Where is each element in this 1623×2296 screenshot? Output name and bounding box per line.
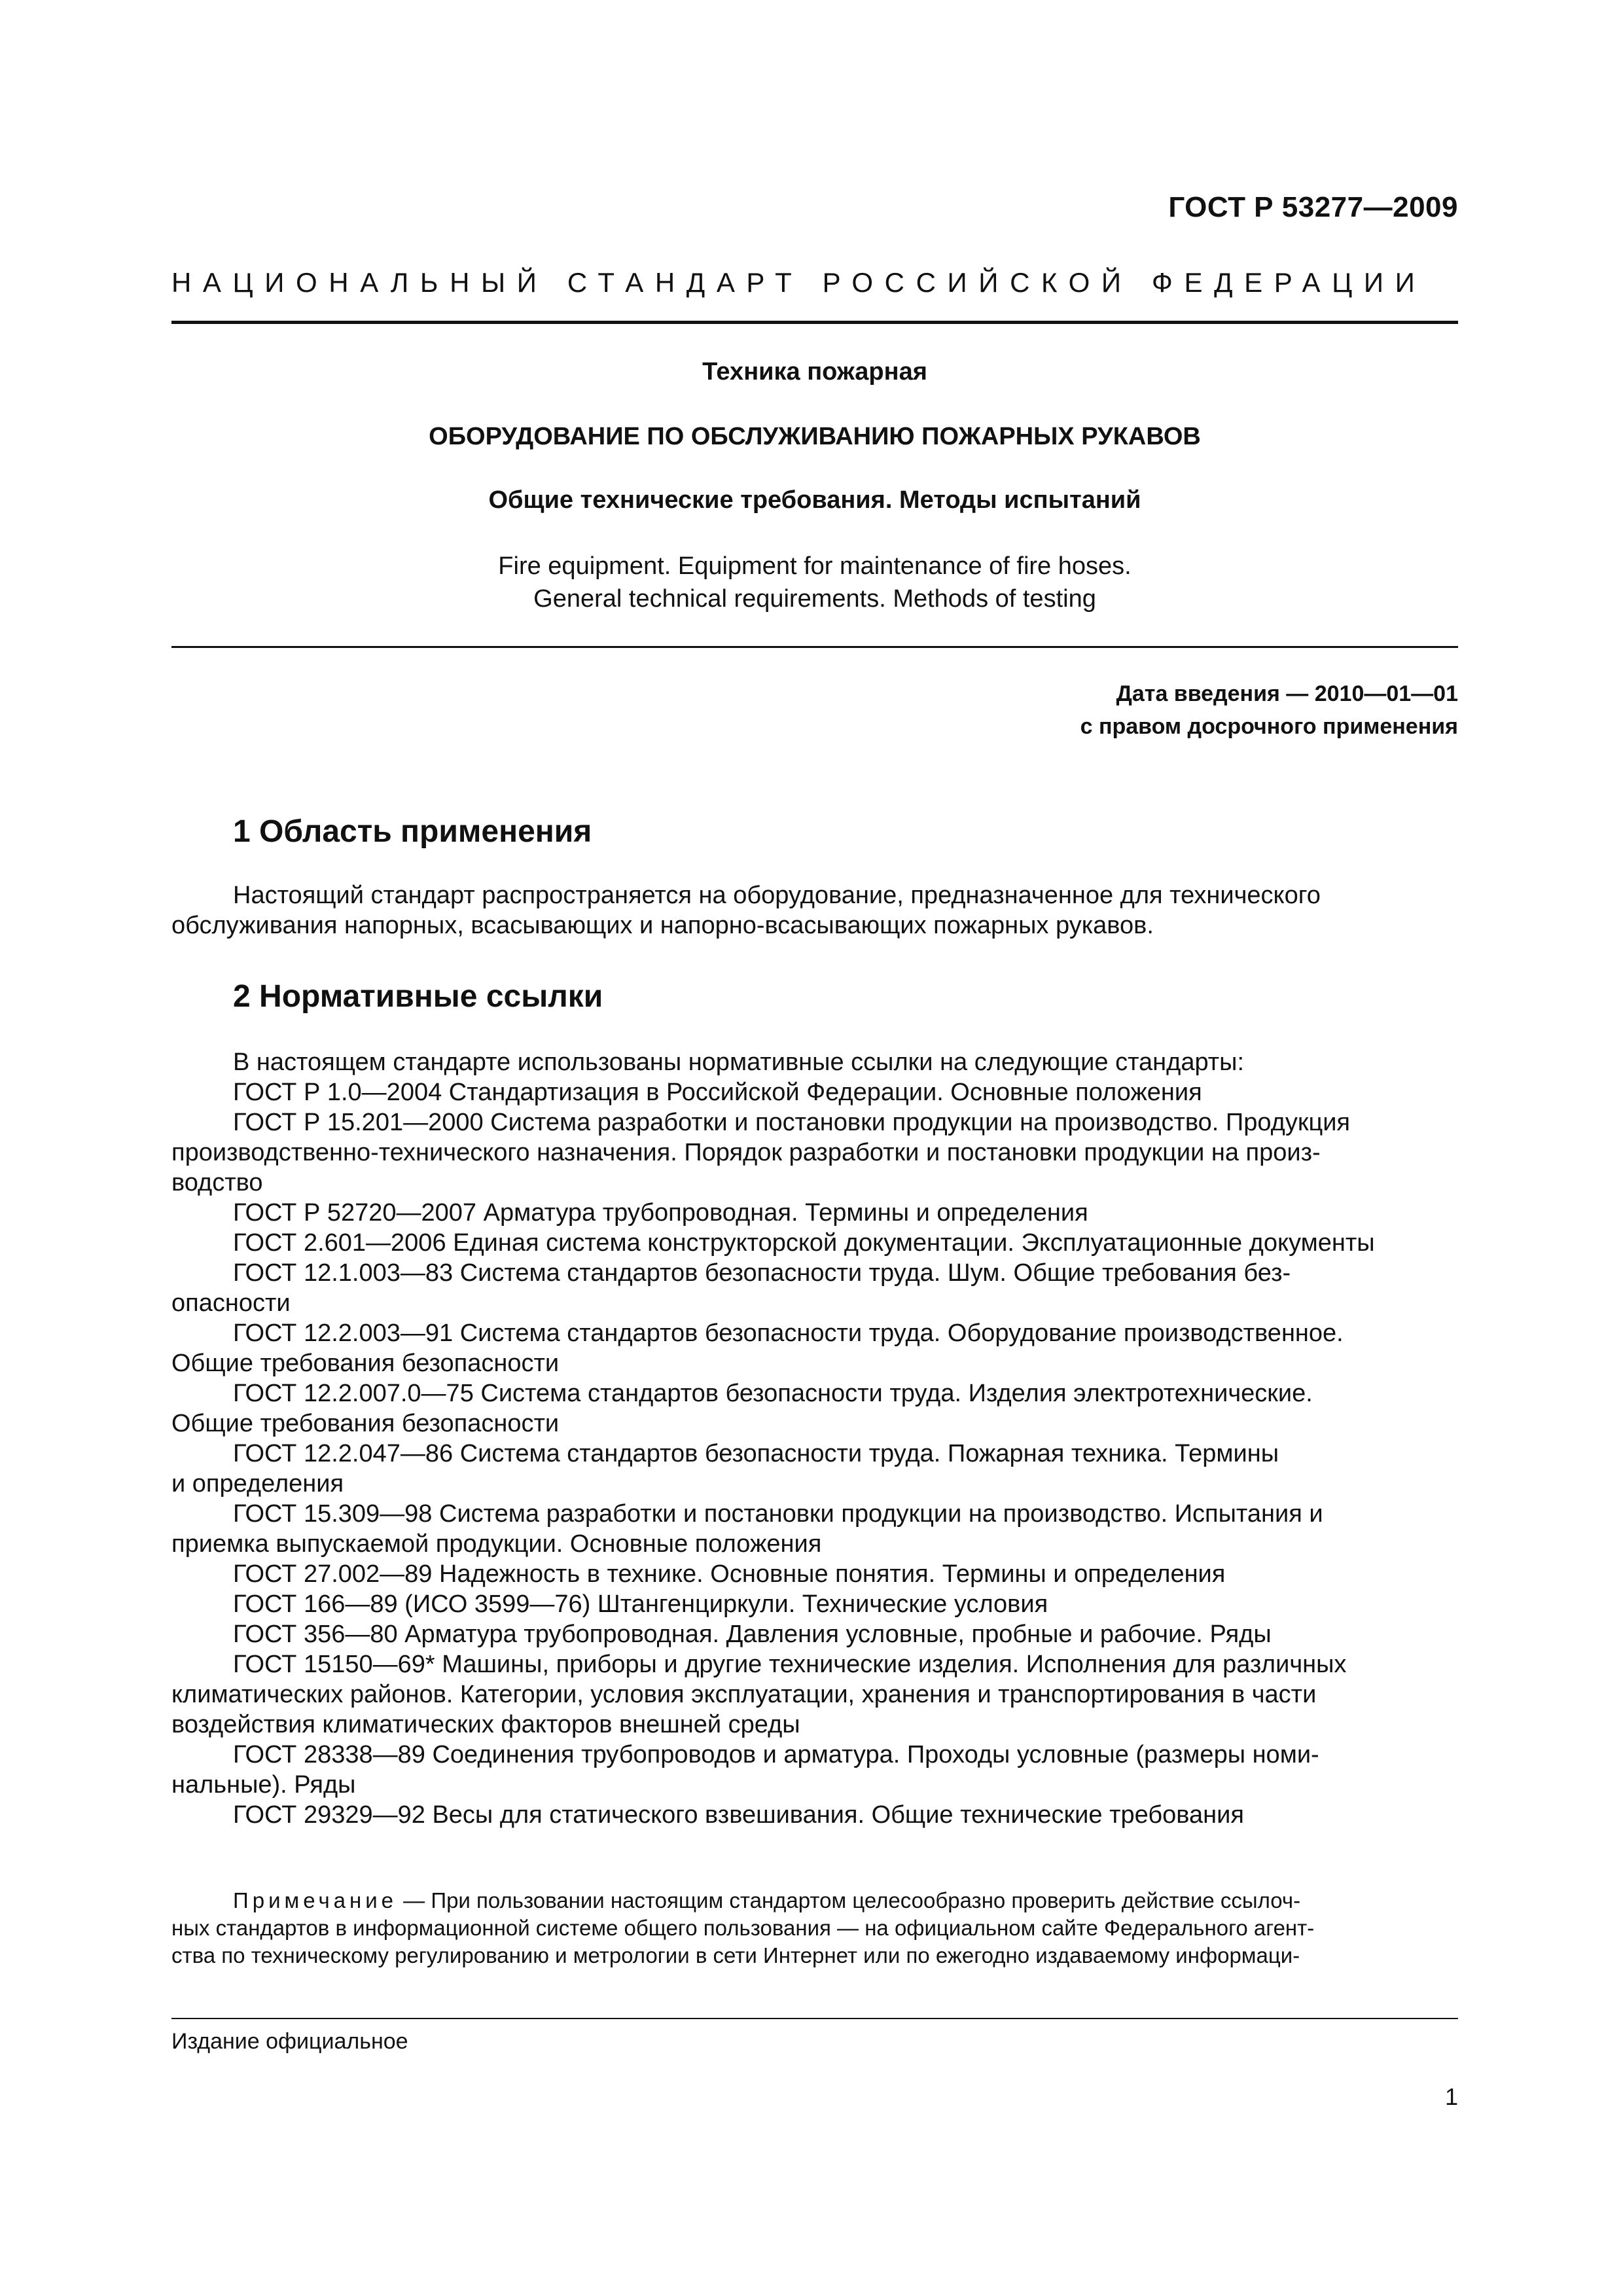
reference-item: ГОСТ Р 52720—2007 Арматура трубопроводная. Термины и определения xyxy=(233,1199,1088,1227)
title-english xyxy=(171,550,1458,615)
reference-item-cont: приемка выпускаемой продукции. Основные положения xyxy=(171,1530,822,1558)
reference-item: ГОСТ 15.309—98 Система разработки и постановки продукции на производство. Испытания и xyxy=(233,1500,1323,1528)
title-category: Техника пожарная xyxy=(702,358,927,386)
edition-label: Издание официальное xyxy=(171,2029,408,2054)
text-line: обслуживания напорных, всасывающих и напорно-всасывающих пожарных рукавов. xyxy=(171,912,1154,939)
reference-item: ГОСТ 15150—69* Машины, приборы и другие технические изделия. Исполнения для различных xyxy=(233,1651,1347,1678)
reference-item-cont: нальные). Ряды xyxy=(171,1771,356,1799)
note-block xyxy=(171,1887,1458,1969)
reference-item-cont: климатических районов. Категории, условия эксплуатации, хранения и транспортирования в части xyxy=(171,1681,1317,1708)
reference-item: ГОСТ 12.1.003—83 Система стандартов безопасности труда. Шум. Общие требования без- xyxy=(233,1259,1291,1287)
reference-item: ГОСТ 12.2.003—91 Система стандартов безопасности труда. Оборудование производственное. xyxy=(233,1319,1344,1347)
national-standard-heading: НАЦИОНАЛЬНЫЙ СТАНДАРТ РОССИЙСКОЙ ФЕДЕРАЦИИ xyxy=(171,267,1427,298)
note-line: ных стандартов в информационной системе общего пользования — на официальном сайте Федерального агент- xyxy=(171,1916,1315,1940)
title-main: ОБОРУДОВАНИЕ ПО ОБСЛУЖИВАНИЮ ПОЖАРНЫХ РУКАВОВ xyxy=(429,423,1201,450)
section-body-references xyxy=(171,1047,1458,1830)
reference-item: ГОСТ 356—80 Арматура трубопроводная. Давления условные, пробные и рабочие. Ряды xyxy=(233,1621,1272,1648)
reference-item-cont: Общие требования безопасности xyxy=(171,1410,560,1437)
reference-item: ГОСТ 28338—89 Соединения трубопроводов и арматура. Проходы условные (размеры номи- xyxy=(233,1741,1319,1768)
text-line: В настоящем стандарте использованы нормативные ссылки на следующие стандарты: xyxy=(233,1049,1245,1076)
reference-item: ГОСТ Р 1.0—2004 Стандартизация в Российской Федерации. Основные положения xyxy=(233,1079,1202,1106)
note-line xyxy=(171,1887,1458,1914)
title-subtitle: Общие технические требования. Методы испытаний xyxy=(488,486,1141,514)
title-english-line: Fire equipment. Equipment for maintenance of fire hoses. xyxy=(498,552,1132,580)
section-heading-scope: 1 Область применения xyxy=(233,814,592,849)
early-application-line: с правом досрочного применения xyxy=(1080,714,1458,739)
note-text: — При пользовании настоящим стандартом целесообразно проверить действие ссылоч- xyxy=(397,1888,1301,1912)
reference-item: ГОСТ 27.002—89 Надежность в технике. Основные понятия. Термины и определения xyxy=(233,1560,1226,1588)
reference-item: ГОСТ 12.2.007.0—75 Система стандартов безопасности труда. Изделия электротехнические. xyxy=(233,1380,1313,1407)
section-body-scope xyxy=(171,880,1458,941)
reference-item: ГОСТ 166—89 (ИСО 3599—76) Штангенциркули. Технические условия xyxy=(233,1590,1048,1618)
reference-item-cont: водство xyxy=(171,1169,263,1196)
reference-item-cont: опасности xyxy=(171,1289,291,1317)
reference-item-cont: производственно-технического назначения. Порядок разработки и постановки продукции на произ- xyxy=(171,1139,1321,1166)
header-divider xyxy=(171,321,1458,324)
reference-item: ГОСТ 2.601—2006 Единая система конструкторской документации. Эксплуатационные документы xyxy=(233,1229,1375,1257)
section-heading-references: 2 Нормативные ссылки xyxy=(233,979,603,1014)
title-english-line: General technical requirements. Methods of testing xyxy=(533,585,1096,613)
page-number: 1 xyxy=(1444,2083,1458,2110)
reference-item: ГОСТ Р 15.201—2000 Система разработки и постановки продукции на производство. Продукция xyxy=(233,1109,1351,1136)
note-line: ства по техническому регулированию и метрологии в сети Интернет или по ежегодно издаваемому информаци- xyxy=(171,1943,1300,1967)
footer-divider xyxy=(171,2018,1458,2019)
introduction-date xyxy=(1080,677,1458,743)
text-line: Настоящий стандарт распространяется на оборудование, предназначенное для технического xyxy=(233,882,1321,909)
introduction-date-line: Дата введения — 2010—01—01 xyxy=(1116,681,1458,706)
reference-item-cont: и определения xyxy=(171,1470,344,1498)
gost-number: ГОСТ Р 53277—2009 xyxy=(1168,191,1458,223)
note-label: Примечание xyxy=(233,1888,398,1912)
reference-item: ГОСТ 12.2.047—86 Система стандартов безопасности труда. Пожарная техника. Термины xyxy=(233,1440,1279,1467)
reference-item-cont: Общие требования безопасности xyxy=(171,1350,560,1377)
reference-item: ГОСТ 29329—92 Весы для статического взвешивания. Общие технические требования xyxy=(233,1801,1244,1829)
title-divider xyxy=(171,646,1458,648)
reference-item-cont: воздействия климатических факторов внешней среды xyxy=(171,1711,800,1738)
